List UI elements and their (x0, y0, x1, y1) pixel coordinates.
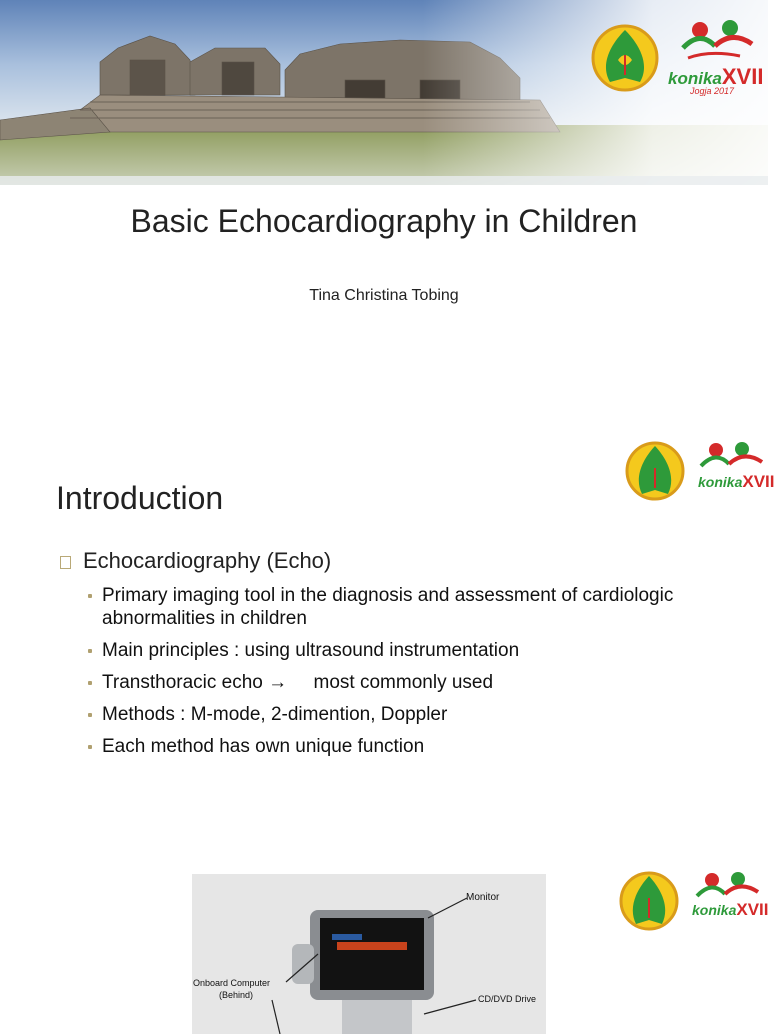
konika-logo-city: Jogja 2017 (690, 86, 735, 96)
idai-logo-icon (593, 26, 657, 90)
sub-bullet-item: Transthoracic echo → most commonly used (86, 671, 676, 694)
title-slide (0, 0, 768, 410)
konika-logo-small-icon (696, 440, 768, 470)
idai-logo-small-icon (624, 438, 686, 504)
sub-bullet-item: Main principles : using ultrasound instrumentation (86, 639, 676, 662)
idai-logo-small-icon-2 (618, 868, 680, 934)
konika-logo-text: konikaXVII (668, 64, 764, 89)
sub-bullet-list (56, 584, 676, 758)
monitor-label: Monitor (466, 892, 500, 903)
bullet-list (56, 548, 676, 767)
konika-small-text-2: konikaXVII (692, 900, 769, 919)
author-name: Tina Christina Tobing (309, 287, 459, 304)
konika-small-text: konikaXVII (698, 472, 774, 491)
bullet-marker-icon (60, 556, 71, 569)
onboard-computer-sublabel: (Behind) (219, 990, 254, 1000)
slide-heading: Introduction (56, 480, 224, 516)
temple-banner (0, 0, 768, 185)
sub-bullet-item: Methods : M-mode, 2-dimention, Doppler (86, 703, 676, 726)
equipment-slide (0, 850, 768, 1024)
sub-bullet-item: Each method has own unique function (86, 735, 676, 758)
slide-title: Basic Echocardiography in Children (130, 203, 638, 239)
onboard-computer-label: Onboard Computer (193, 978, 271, 988)
cd-dvd-drive-label: CD/DVD Drive (478, 994, 537, 1004)
introduction-slide (0, 420, 774, 840)
bullet-item (56, 548, 676, 574)
sub-bullet-item: Primary imaging tool in the diagnosis and assessment of cardiologic abnormalities in children (86, 584, 676, 630)
konika-logo-small-icon-2 (692, 870, 764, 900)
bullet-text: Echocardiography (Echo) (83, 548, 332, 573)
